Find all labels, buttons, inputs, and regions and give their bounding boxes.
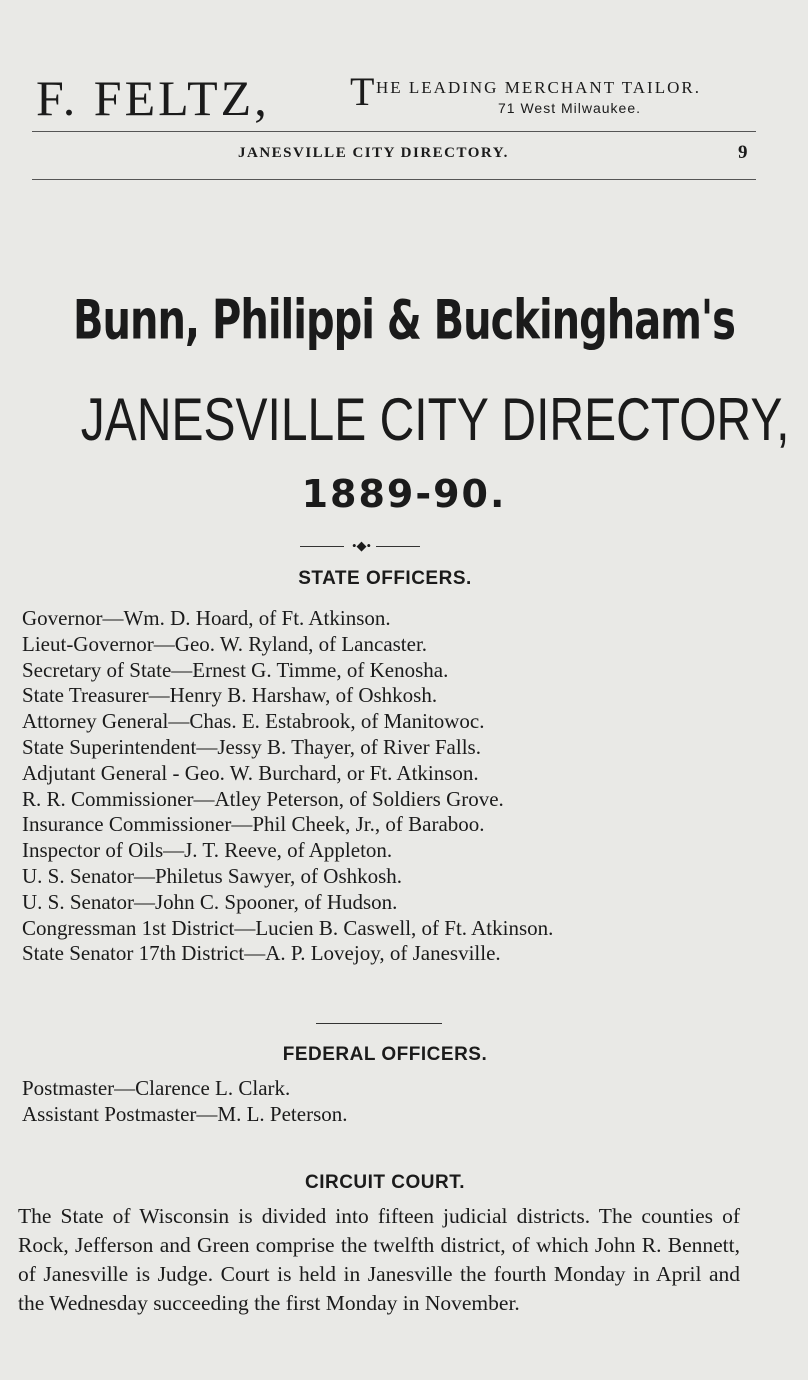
list-item: Adjutant General - Geo. W. Burchard, or Ft. Atkinson. — [22, 760, 479, 785]
advertisement-header — [36, 70, 766, 126]
publisher-name: Bunn, Philippi & Buckingham's — [73, 290, 735, 353]
ornament-line-left — [300, 546, 344, 547]
list-item: Lieut-Governor—Geo. W. Ryland, of Lancaster. — [22, 631, 428, 656]
list-item: Postmaster—Clarence L. Clark. — [22, 1076, 291, 1100]
list-item: U. S. Senator—Philetus Sawyer, of Oshkosh. — [22, 863, 403, 888]
circuit-court-heading: CIRCUIT COURT. — [304, 1172, 466, 1193]
list-item: Attorney General—Chas. E. Estabrook, of Manitowoc. — [22, 709, 485, 734]
diamond-ornament-icon: •◆• — [352, 538, 372, 553]
ad-tagline-initial: T — [350, 69, 375, 114]
ad-address: 71 West Milwaukee. — [498, 100, 642, 116]
ad-tagline — [350, 70, 770, 126]
list-item: Assistant Postmaster—M. L. Peterson. — [22, 1101, 348, 1126]
list-item: State Senator 17th District—A. P. Lovejoy, of Janesville. — [22, 941, 501, 966]
list-item: U. S. Senator—John C. Spooner, of Hudson. — [22, 889, 398, 914]
federal-officers-heading: FEDERAL OFFICERS. — [282, 1044, 488, 1065]
federal-officers-list — [22, 1076, 782, 1128]
state-officers-list — [22, 606, 782, 967]
list-item: Governor—Wm. D. Hoard, of Ft. Atkinson. — [22, 606, 391, 630]
ornament-divider — [300, 538, 420, 554]
ad-business-name: F. FELTZ, — [36, 70, 270, 126]
ornament-line-right — [376, 546, 420, 547]
list-item: Congressman 1st District—Lucien B. Caswell, of Ft. Atkinson. — [22, 915, 554, 940]
list-item: Secretary of State—Ernest G. Timme, of Kenosha. — [22, 657, 449, 682]
running-header-title: JANESVILLE CITY DIRECTORY. — [238, 145, 509, 161]
page-number: 9 — [738, 142, 748, 163]
section-divider — [316, 1023, 442, 1024]
header-rule — [32, 179, 756, 180]
list-item: Insurance Commissioner—Phil Cheek, Jr., of Baraboo. — [22, 812, 485, 837]
ad-tagline-text: HE LEADING MERCHANT TAILOR. — [376, 78, 701, 97]
circuit-court-paragraph: The State of Wisconsin is divided into fifteen judicial districts. The counties of Rock, Jefferson and Green comprise the twelfth district, of which John R. Bennett, of Janesville is Judge. Court is held in Janesville the fourth Monday in April and the Wednesday succeeding the first Monday in November. — [18, 1204, 740, 1315]
top-rule — [32, 131, 756, 132]
list-item: R. R. Commissioner—Atley Peterson, of Soldiers Grove. — [22, 786, 504, 811]
list-item: Inspector of Oils—J. T. Reeve, of Appleton. — [22, 838, 393, 863]
state-officers-heading: STATE OFFICERS. — [298, 568, 472, 589]
edition-year: 1889-90. — [301, 472, 507, 516]
page-title: JANESVILLE CITY DIRECTORY, — [80, 386, 790, 453]
list-item: State Superintendent—Jessy B. Thayer, of River Falls. — [22, 734, 481, 759]
list-item: State Treasurer—Henry B. Harshaw, of Oshkosh. — [22, 683, 438, 708]
